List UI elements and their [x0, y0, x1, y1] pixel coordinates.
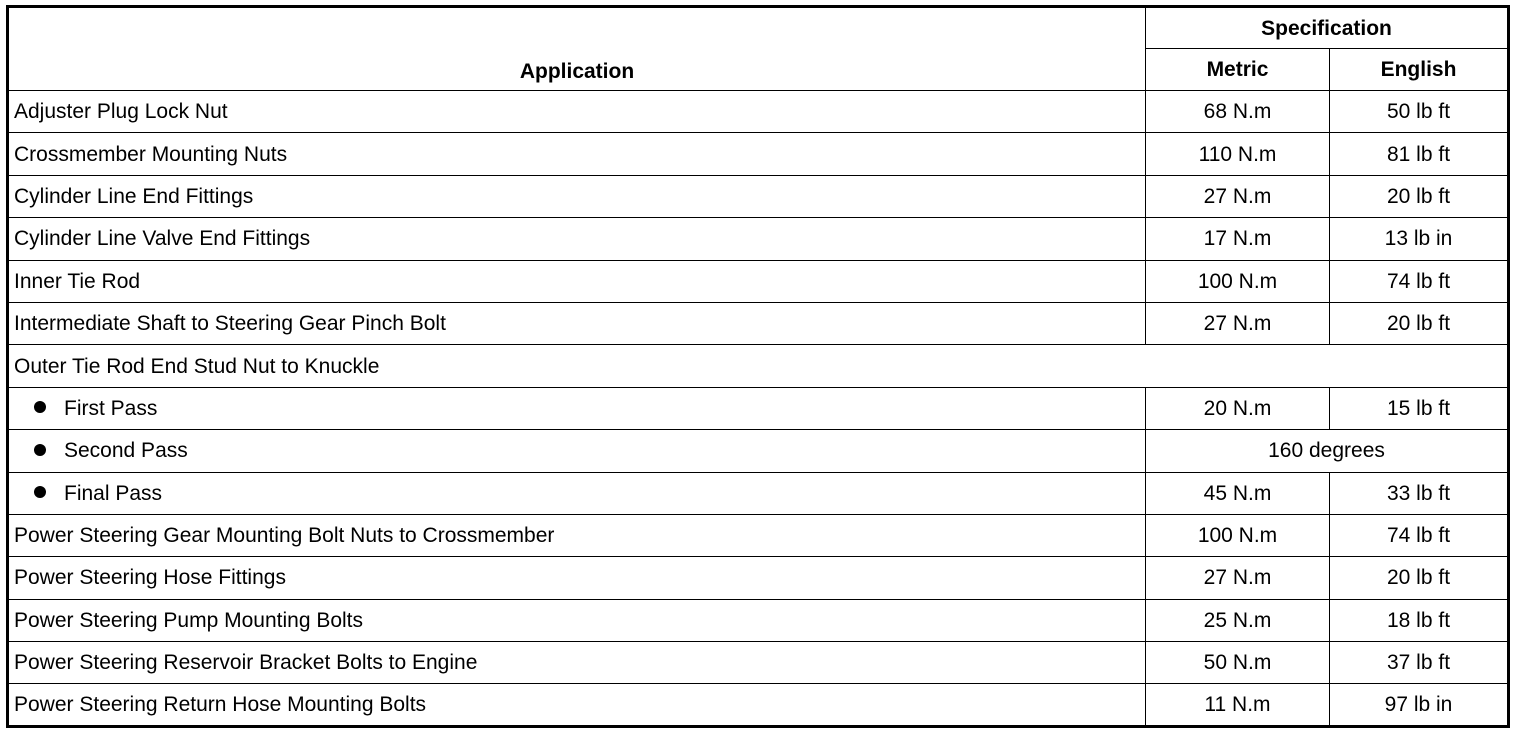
bullet-icon	[34, 486, 46, 498]
application-cell	[8, 557, 1146, 599]
application-cell	[8, 175, 1146, 217]
application-label: Power Steering Reservoir Bracket Bolts to Engine	[14, 651, 478, 675]
specification-cell: 160 degrees	[1146, 430, 1509, 472]
english-header: English	[1330, 49, 1509, 91]
table-body	[8, 91, 1509, 727]
metric-cell: 50 N.m	[1146, 642, 1330, 684]
table-row	[8, 218, 1509, 260]
metric-cell: 27 N.m	[1146, 557, 1330, 599]
table-row	[8, 260, 1509, 302]
english-cell: 81 lb ft	[1330, 133, 1509, 175]
table-header	[8, 7, 1509, 91]
metric-cell: 27 N.m	[1146, 302, 1330, 344]
table-row	[8, 430, 1509, 472]
table-row	[8, 175, 1509, 217]
metric-cell: 110 N.m	[1146, 133, 1330, 175]
application-cell	[8, 642, 1146, 684]
table-row	[8, 387, 1509, 429]
english-cell: 20 lb ft	[1330, 557, 1509, 599]
application-cell	[8, 91, 1146, 133]
header-row-top	[8, 7, 1509, 49]
application-label: Power Steering Pump Mounting Bolts	[14, 608, 364, 632]
metric-cell: 25 N.m	[1146, 599, 1330, 641]
application-label: Final Pass	[64, 481, 163, 505]
english-cell: 20 lb ft	[1330, 175, 1509, 217]
application-label: Intermediate Shaft to Steering Gear Pinch Bolt	[14, 312, 446, 336]
metric-cell: 68 N.m	[1146, 91, 1330, 133]
table-row	[8, 599, 1509, 641]
application-label: Inner Tie Rod	[14, 269, 141, 293]
metric-cell: 20 N.m	[1146, 387, 1330, 429]
application-cell	[8, 472, 1146, 514]
application-cell	[8, 260, 1146, 302]
application-cell	[8, 684, 1146, 726]
application-cell	[8, 133, 1146, 175]
application-label: Crossmember Mounting Nuts	[14, 142, 288, 166]
metric-cell: 100 N.m	[1146, 514, 1330, 556]
table-row	[8, 302, 1509, 344]
application-label: Adjuster Plug Lock Nut	[14, 100, 228, 124]
metric-cell: 17 N.m	[1146, 218, 1330, 260]
application-label: Second Pass	[64, 439, 188, 463]
table-row	[8, 514, 1509, 556]
application-cell	[8, 218, 1146, 260]
table-row	[8, 557, 1509, 599]
application-cell	[8, 514, 1146, 556]
table-row	[8, 472, 1509, 514]
english-cell: 20 lb ft	[1330, 302, 1509, 344]
metric-cell: 27 N.m	[1146, 175, 1330, 217]
english-cell: 15 lb ft	[1330, 387, 1509, 429]
application-header: Application	[8, 7, 1146, 91]
application-cell	[8, 345, 1509, 387]
application-cell	[8, 599, 1146, 641]
metric-cell: 45 N.m	[1146, 472, 1330, 514]
english-cell: 18 lb ft	[1330, 599, 1509, 641]
bullet-icon	[34, 444, 46, 456]
application-label: Cylinder Line Valve End Fittings	[14, 227, 311, 251]
english-cell: 37 lb ft	[1330, 642, 1509, 684]
english-cell: 13 lb in	[1330, 218, 1509, 260]
application-cell	[8, 387, 1146, 429]
table-row	[8, 133, 1509, 175]
english-cell: 33 lb ft	[1330, 472, 1509, 514]
application-label: First Pass	[64, 396, 158, 420]
metric-cell: 11 N.m	[1146, 684, 1330, 726]
english-cell: 74 lb ft	[1330, 260, 1509, 302]
application-label: Power Steering Gear Mounting Bolt Nuts to Crossmember	[14, 524, 555, 548]
table-row	[8, 642, 1509, 684]
application-cell	[8, 430, 1146, 472]
bullet-icon	[34, 401, 46, 413]
torque-specification-table	[6, 5, 1510, 728]
application-label: Power Steering Hose Fittings	[14, 566, 286, 590]
metric-cell: 100 N.m	[1146, 260, 1330, 302]
application-label: Power Steering Return Hose Mounting Bolts	[14, 693, 427, 717]
application-label: Cylinder Line End Fittings	[14, 184, 254, 208]
application-cell	[8, 302, 1146, 344]
english-cell: 97 lb in	[1330, 684, 1509, 726]
metric-header: Metric	[1146, 49, 1330, 91]
application-label: Outer Tie Rod End Stud Nut to Knuckle	[14, 354, 380, 378]
table-row	[8, 345, 1509, 387]
english-cell: 50 lb ft	[1330, 91, 1509, 133]
specification-header: Specification	[1146, 7, 1509, 49]
english-cell: 74 lb ft	[1330, 514, 1509, 556]
table-row	[8, 91, 1509, 133]
table-row	[8, 684, 1509, 726]
